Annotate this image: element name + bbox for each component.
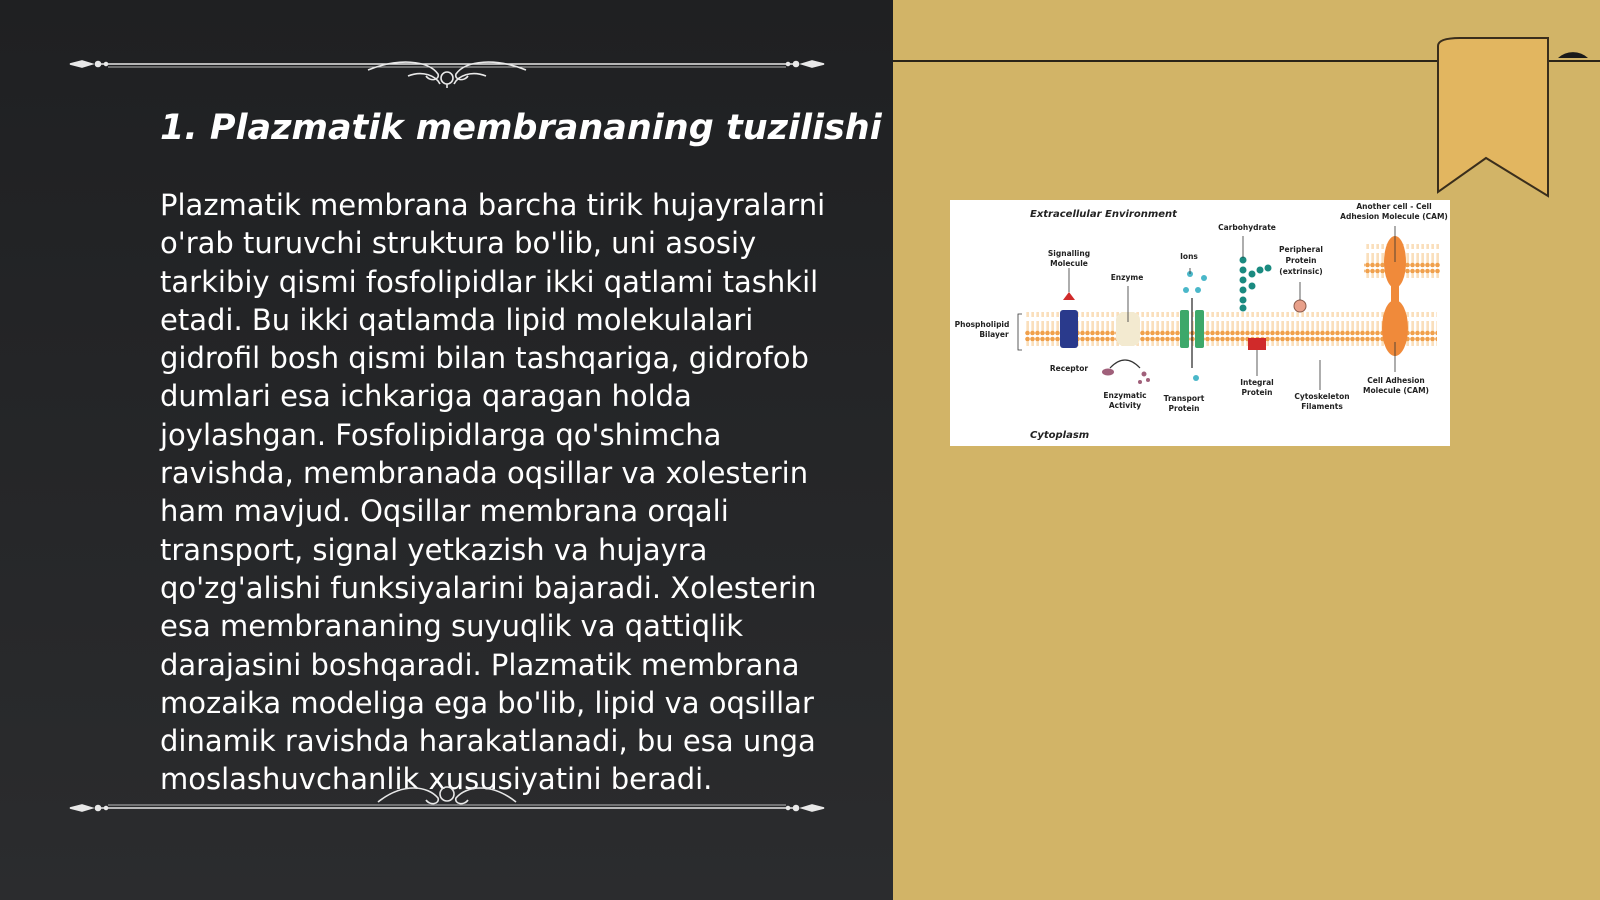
cam-molecule-label: Molecule (CAM) [1363, 386, 1429, 395]
carbohydrate-label: Carbohydrate [1218, 223, 1276, 232]
peripheral-label: Peripheral [1279, 245, 1323, 254]
cell-membrane-diagram [950, 200, 1450, 446]
bilayer-label: Bilayer [979, 330, 1009, 339]
slide-body-text: Plazmatik membrana barcha tirik hujayralarni o'rab turuvchi struktura bo'lib, uni asosiy tarkibiy qismi fosfolipidlar ikki qatlami tashkil etadi. Bu ikki qatlamda lipid molekulalari gidrofil bosh qismi bilan tashqariga, gidrofob dumlari esa ichkariga qaragan holda joylashgan. Fosfolipidlarga qo'shimcha ravishda, membranada oqsillar va xolesterin ham mavjud. Oqsillar membrana orqali transport, signal yetkazish va hujayra qo'zg'alishi funksiyalarini bajaradi. Xolesterin esa membrananing suyuqlik va qattiqlik darajasini boshqaradi. Plazmatik membrana mozaika modeliga ega bo'lib, lipid va oqsillar dinamik ravishda harakatlanadi, bu esa unga moslashuvchanlik xususiyatini beradi. [160, 188, 826, 797]
integral-label: Integral [1240, 378, 1274, 387]
receptor-protein [1060, 310, 1078, 348]
cam-label: Cell Adhesion [1367, 376, 1425, 385]
transport-label: Transport [1163, 394, 1205, 403]
membrane-bilayer [1025, 312, 1437, 346]
carbohydrate-chain [1240, 257, 1272, 312]
integral-protein-label: Protein [1241, 388, 1273, 397]
peripheral-extrinsic-label: (extrinsic) [1279, 267, 1323, 276]
peripheral-protein [1294, 300, 1306, 312]
enzyme-label: Enzyme [1110, 273, 1144, 282]
bookmark-ribbon-icon [1430, 36, 1600, 206]
signalling-molecule-label: Molecule [1050, 259, 1088, 268]
transport-protein-label: Protein [1168, 404, 1200, 413]
transport-protein-right [1195, 310, 1204, 348]
ornament-divider-top [68, 48, 826, 88]
signalling-molecule [1063, 292, 1075, 300]
another-cell-cam-label: Adhesion Molecule (CAM) [1340, 212, 1448, 221]
ions-label: Ions [1180, 252, 1198, 261]
phospholipid-label: Phospholipid [954, 320, 1010, 329]
enzymatic-product [1102, 369, 1114, 376]
cytoskeleton-filaments-label: Filaments [1301, 402, 1343, 411]
cytoskeleton-label: Cytoskeleton [1294, 392, 1350, 401]
signalling-label: Signalling [1047, 249, 1091, 258]
another-cell-label: Another cell - Cell [1356, 202, 1432, 211]
extracellular-label: Extracellular Environment [1030, 209, 1177, 220]
ornament-divider-bottom [68, 778, 826, 818]
enzymatic-activity-label: Activity [1108, 401, 1142, 410]
receptor-label: Receptor [1049, 364, 1089, 373]
integral-protein [1248, 338, 1266, 350]
ion [1183, 287, 1189, 293]
slide-title: 1. Plazmatik membrananing tuzilishi [160, 108, 882, 148]
cytoplasm-label: Cytoplasm [1030, 430, 1090, 441]
transport-protein-left [1180, 310, 1189, 348]
enzymatic-label: Enzymatic [1103, 391, 1147, 400]
peripheral-protein-label: Protein [1285, 256, 1317, 265]
